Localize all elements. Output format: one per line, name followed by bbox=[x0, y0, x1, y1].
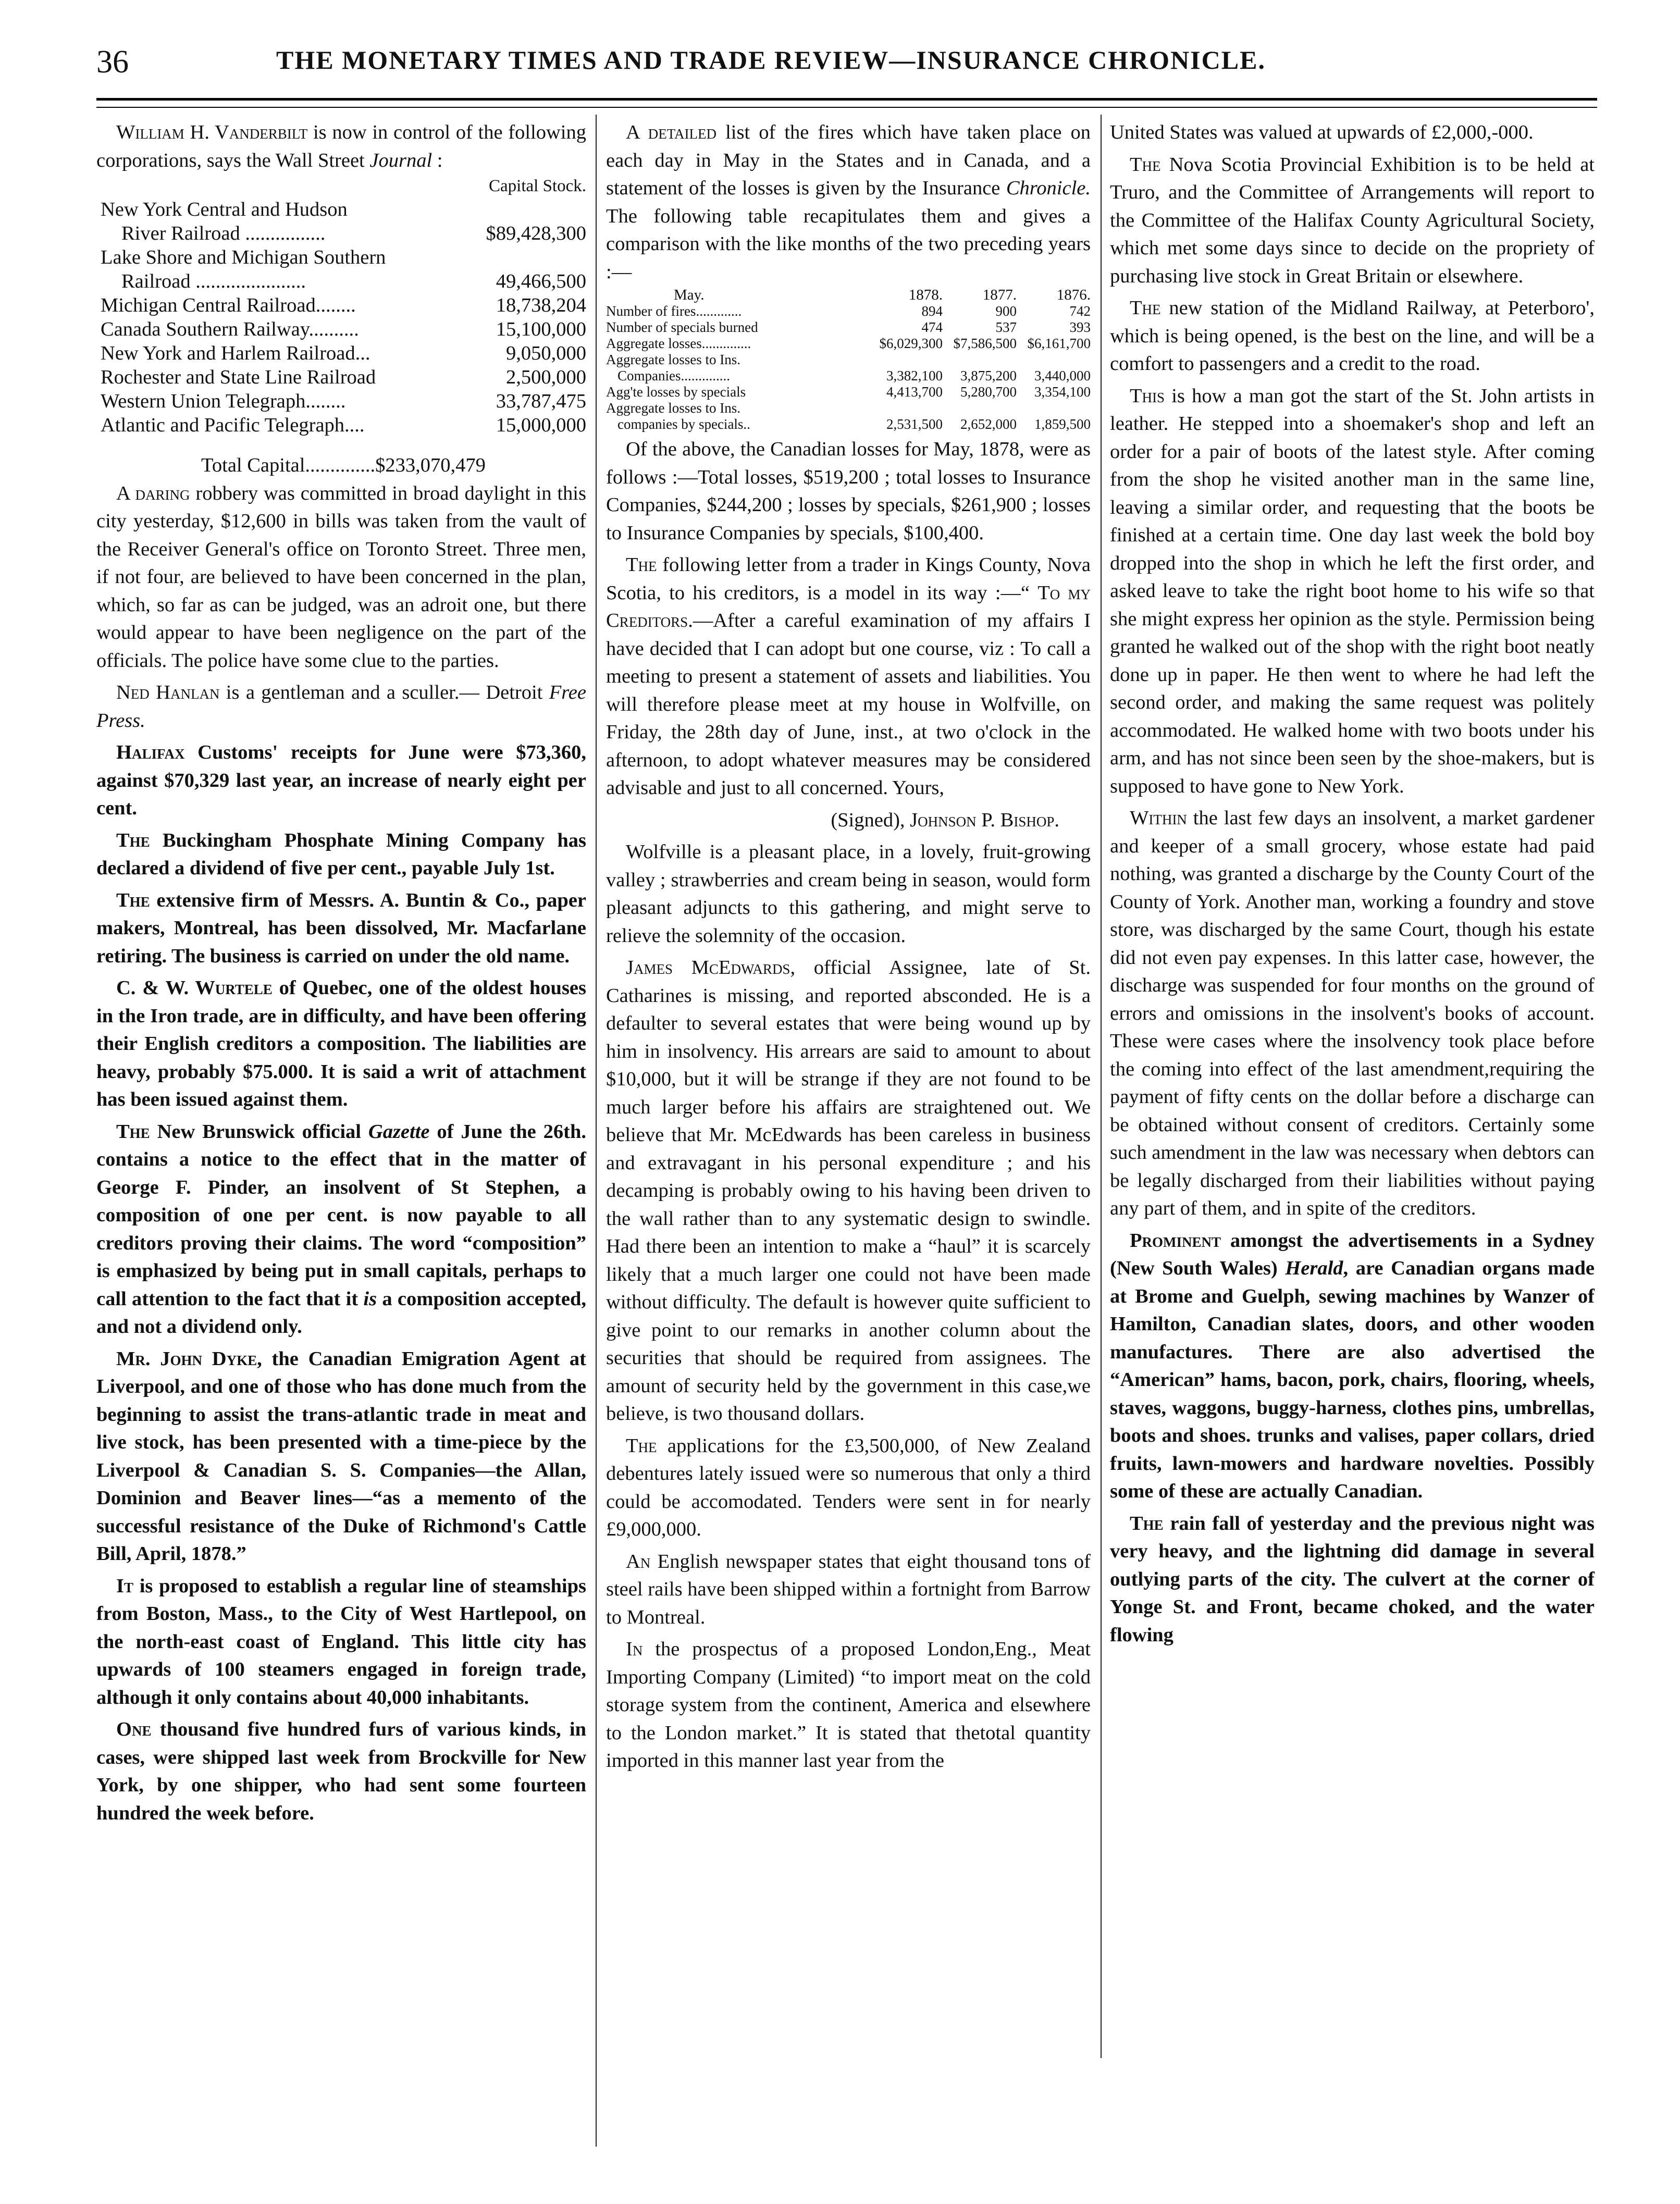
fire-table-rows bbox=[606, 303, 1091, 432]
fire-table-cell bbox=[869, 400, 943, 416]
railroad-name: Western Union Telegraph........ bbox=[101, 390, 346, 412]
railroad-row bbox=[101, 197, 586, 221]
railroad-name: Railroad ...................... bbox=[121, 270, 306, 292]
fire-table-row bbox=[606, 416, 1091, 432]
column-3 bbox=[1110, 119, 1595, 1649]
fire-table-cell: 3,440,000 bbox=[1034, 368, 1091, 383]
fire-table-row bbox=[606, 400, 1091, 416]
article-halifax: Halifax Customs' receipts for June were $73,360, against $70,329 last year, an increase of nearly eight per cent. bbox=[96, 741, 586, 819]
railroad-capital-value: $89,428,300 bbox=[486, 222, 586, 244]
article-midland: The new station of the Midland Railway, at Peterboro', which is being opened, is the best on the line, and will be a comfort to passengers and a credit to the road. bbox=[1110, 297, 1595, 375]
article-wolfville: Wolfville is a pleasant place, in a lovely, fruit-growing valley ; strawberries and cream being in season, would form pleasant adjuncts to this gathering, and might serve to relieve the solemnity of the occasion. bbox=[606, 841, 1091, 947]
fire-table-row-label: Aggregate losses to Ins. bbox=[606, 400, 740, 416]
railroad-capital-value: 18,738,204 bbox=[496, 294, 586, 316]
fire-table-row-label: Aggregate losses.............. bbox=[606, 336, 751, 351]
article-rain: The rain fall of yesterday and the previous night was very heavy, and the lightning did damage in several outlying parts of the city. The culvert at the corner of Yonge St. and Front, became choked, and the water flowing bbox=[1110, 1512, 1595, 1646]
fire-table-cell: 742 bbox=[1069, 303, 1091, 319]
article-gazette: The New Brunswick official Gazette of June the 26th. contains a notice to the effect that in the matter of George F. Pinder, an insolvent of St Stephen, a composition of one per cent. is now payable to all creditors proving their claims. The word “composition” is emphasized by being put in small capitals, perhaps to call attention to the fact that it is a composition accepted, and not a dividend only. bbox=[96, 1120, 586, 1338]
fire-table-cell: $7,586,500 bbox=[953, 336, 1017, 351]
fire-table-row-label: Number of specials burned bbox=[606, 319, 758, 335]
railroad-name: New York Central and Hudson bbox=[101, 199, 348, 220]
fire-table-cell bbox=[869, 352, 943, 368]
railroad-capital-value: 49,466,500 bbox=[496, 270, 586, 292]
article-wurtele: C. & W. Wurtele of Quebec, one of the oldest houses in the Iron trade, are in difficulty, and have been offering their English creditors a composition. The liabilities are heavy, probably $75.000. It is said a writ of attachment has been issued against them. bbox=[96, 977, 586, 1110]
article-steamships: It is proposed to establish a regular line of steamships from Boston, Mass., to the City of West Hartlepool, on the north-east coast of England. This little city has upwards of 100 steamers engaged in foreign trade, although it only contains about 40,000 inhabitants. bbox=[96, 1575, 586, 1708]
fire-table-row bbox=[606, 303, 1091, 319]
railroad-capital-value: 33,787,475 bbox=[496, 390, 586, 412]
railroad-name: Atlantic and Pacific Telegraph.... bbox=[101, 414, 365, 436]
fire-table-row-label: Number of fires............. bbox=[606, 303, 742, 319]
railroad-name: Michigan Central Railroad........ bbox=[101, 294, 356, 316]
running-head-title: THE MONETARY TIMES AND TRADE REVIEW—INSURANCE CHRONICLE. bbox=[276, 45, 1266, 75]
page-number: 36 bbox=[96, 44, 129, 80]
article-new-zealand: The applications for the £3,500,000, of New Zealand debentures lately issued were so numerous that only a third could be accomodated. Tenders were sent in for nearly £9,000,000. bbox=[606, 1434, 1091, 1540]
article-buckingham: The Buckingham Phosphate Mining Company has declared a dividend of five per cent., payable July 1st. bbox=[96, 829, 586, 879]
capital-stock-heading: Capital Stock. bbox=[489, 177, 586, 195]
header-rule-thick bbox=[96, 98, 1597, 101]
railroad-name: New York and Harlem Railroad... bbox=[101, 342, 370, 364]
fire-table-column-header: 1878. bbox=[908, 287, 943, 303]
fire-table-row bbox=[606, 352, 1091, 368]
fire-table-cell bbox=[943, 352, 1017, 368]
fire-table-row bbox=[606, 368, 1091, 384]
fire-table-row-label: Companies.............. bbox=[617, 368, 730, 383]
railroad-name: Canada Southern Railway.......... bbox=[101, 318, 359, 340]
railroad-row bbox=[101, 341, 586, 365]
article-robbery: A daring robbery was committed in broad daylight in this city yesterday, $12,600 in bills was taken from the vault of the Receiver General's office on Toronto Street. Three men, if not four, are believed to have been concerned in the plan, which, so far as can be judged, was an adroit one, but there would appear to have been negligence on the part of the officials. The police have some clue to the parties. bbox=[96, 482, 586, 672]
railroad-row bbox=[101, 293, 586, 317]
article-sydney: Prominent amongst the advertisements in a Sydney (New South Wales) Herald, are Canadian organs made at Brome and Guelph, sewing machines by Wanzer of Hamilton, Canadian slates, doors, and other wooden manufactures. There are also advertised the “American” hams, bacon, pork, chairs, flooring, wheels, staves, waggons, buggy-harness, clothes pins, umbrellas, boots and shoes. trunks and valises, paper collars, dried fruits, lawn-mowers and hardware novelties. Possibly some of these are actually Canadian. bbox=[1110, 1229, 1595, 1502]
fire-table-row-label: companies by specials.. bbox=[617, 416, 750, 432]
railroad-capital-value: 15,100,000 bbox=[496, 318, 586, 340]
fire-table-cell: 4,413,700 bbox=[886, 384, 943, 400]
article-boots: This is how a man got the start of the St. John artists in leather. He stepped into a shoemaker's shop and left an order for a pair of boots of the latest style. After coming from the shop he visited another man in the same line, leaving a similar order, and requesting that the boots be finished at a certain time. One day last week the bold boy dropped into the shop in which he left the first order, and asked leave to take the right boot home to his wife so that she might express her opinion as the style. Permission being granted he walked out of the shop with the right boot neatly done up in paper. He then went to where he had left the second order, and making the same request was politely accommodated. He walked home with two boots under his arm, and has not since been seen by the shoe-makers, but is supposed to have gone to New York. bbox=[1110, 385, 1595, 797]
article-letter: The following letter from a trader in Kings County, Nova Scotia, to his creditors, is a model in its way :—“ To my Creditors.—After a careful examination of my affairs I have decided that I can adopt but one course, viz : To call a meeting to present a statement of assets and liabilities. You will therefore please meet at my house in Wolfville, on Friday, the 28th day of June, inst., at two o'clock in the afternoon, to adopt whatever measures may be considered advisable and just to all concerned. Yours, bbox=[606, 554, 1091, 799]
fire-table-cell bbox=[1017, 352, 1091, 368]
fire-table-cell: 2,652,000 bbox=[960, 416, 1017, 432]
article-dyke: Mr. John Dyke, the Canadian Emigration Agent at Liverpool, and one of those who has done much from the beginning to assist the trans-atlantic trade in meat and live stock, has been presented with a time-piece by the Liverpool & Canadian S. S. Companies—the Allan, Dominion and Beaver lines—“as a memento of the successful resistance of the Duke of Richmond's Cattle Bill, April, 1878.” bbox=[96, 1347, 587, 1565]
railroad-row bbox=[101, 317, 586, 341]
fire-statistics-table bbox=[606, 287, 1091, 432]
article-canadian-losses: Of the above, the Canadian losses for May, 1878, were as follows :—Total losses, $519,200 ; total losses to Insurance Companies, $244,200 ; losses by specials, $261,900 ; losses to Insurance Companies by specials, $100,400. bbox=[606, 438, 1091, 544]
railroad-row bbox=[101, 221, 586, 245]
railroad-name: Lake Shore and Michigan Southern bbox=[101, 246, 386, 268]
fire-table-cell: 393 bbox=[1069, 319, 1091, 335]
article-hanlan: Ned Hanlan is a gentleman and a sculler.— Detroit Free Press. bbox=[96, 682, 586, 732]
fire-table-cell: 537 bbox=[995, 319, 1017, 335]
fire-table-column-header: May. bbox=[674, 287, 705, 303]
railroad-name: Rochester and State Line Railroad bbox=[101, 366, 376, 388]
column-1 bbox=[96, 119, 586, 1827]
fire-table-cell: 5,280,700 bbox=[960, 384, 1017, 400]
column-divider-2 bbox=[1101, 115, 1102, 2058]
fire-table-row-label: Agg'te losses by specials bbox=[606, 384, 746, 400]
article-steel-rails: An English newspaper states that eight thousand tons of steel rails have been shipped within a fortnight from Barrow to Montreal. bbox=[606, 1550, 1091, 1628]
railroad-capital-value: 2,500,000 bbox=[506, 366, 586, 388]
railroad-capital-value: 15,000,000 bbox=[496, 414, 586, 436]
railroad-rows bbox=[101, 197, 586, 437]
railroad-row bbox=[101, 413, 586, 437]
letter-signature: (Signed), Johnson P. Bishop. bbox=[831, 809, 1059, 831]
fire-table-row bbox=[606, 336, 1091, 352]
fire-table-header bbox=[606, 287, 1091, 303]
article-furs: One thousand five hundred furs of various kinds, in cases, were shipped last week from Brockville for New York, by one shipper, who had sent some fourteen hundred the week before. bbox=[96, 1718, 586, 1824]
fire-table-cell: $6,161,700 bbox=[1027, 336, 1091, 351]
railroad-row bbox=[101, 269, 586, 293]
article-fires: A detailed list of the fires which have taken place on each day in May in the States and in Canada, and a statement of the losses is given by the Insurance Chronicle. The following table recapitulates them and gives a comparison with the like months of the two preceding years :— bbox=[606, 121, 1091, 283]
article-vanderbilt: William H. Vanderbilt is now in control of the following corporations, says the Wall Street Journal : bbox=[96, 121, 586, 171]
railroad-row bbox=[101, 245, 586, 269]
article-insolvent: Within the last few days an insolvent, a market gardener and keeper of a small grocery, whose estate had paid nothing, was granted a discharge by the County Court of the County of York. Another man, working a foundry and stove store, was discharged by the same Court, though his estate did not even pay expenses. In this latter case, however, the discharge was suspended for four months on the ground of errors and omissions in the insolvent's books of account. These were cases where the insolvency took place before the coming into effect of the last amendment,requiring the payment of fifty cents on the dollar before a discharge can be obtained without consent of creditors. Certainly some such amendment in the law was necessary when debtors can be legally discharged from their liabilities without paying any part of them, and in spite of the creditors. bbox=[1110, 807, 1595, 1219]
fire-table-cell: 900 bbox=[995, 303, 1017, 319]
fire-table-cell bbox=[943, 400, 1017, 416]
railroad-name: River Railroad ................ bbox=[121, 222, 326, 244]
fire-table-cell: 894 bbox=[921, 303, 943, 319]
fire-table-cell: $6,029,300 bbox=[879, 336, 943, 351]
fire-table-row bbox=[606, 319, 1091, 336]
article-nova-scotia: The Nova Scotia Provincial Exhibition is to be held at Truro, and the Committee of Arrangements will report to the Committee of the Halifax County Agricultural Society, which met some days since to decide on the propriety of purchasing live stock in Great Britain or elsewhere. bbox=[1110, 153, 1595, 287]
column-divider-1 bbox=[596, 115, 597, 2147]
fire-table-cell: 3,875,200 bbox=[960, 368, 1017, 383]
column-2 bbox=[606, 119, 1091, 1775]
total-capital: Total Capital..............$233,070,479 bbox=[201, 454, 486, 476]
article-meat-continued: United States was valued at upwards of £2,000,-000. bbox=[1110, 121, 1534, 143]
article-mcedwards: James McEdwards, official Assignee, late of St. Catharines is missing, and reported absconded. He is a defaulter to several estates that were being wound up by him in insolvency. His arrears are said to amount to about $10,000, but it will be strange if they are not found to be much larger before his affairs are straightened out. We believe that Mr. McEdwards has been careless in business and extravagant in his personal expenditure ; and his decamping is probably owing to his having been driven to the wall rather than to any systematic design to swindle. Had there been an intention to make a “haul” it is scarcely likely that a much larger one could not have been made without difficulty. The default is however quite sufficient to give point to our remarks in another column about the securities that should be required from assignees. The amount of security held by the government in this case,we believe, is two thousand dollars. bbox=[606, 957, 1091, 1425]
fire-table-cell: 474 bbox=[921, 319, 943, 335]
fire-table-cell bbox=[1017, 400, 1091, 416]
header-rule-thin bbox=[96, 107, 1597, 108]
fire-table-row-label: Aggregate losses to Ins. bbox=[606, 352, 740, 367]
fire-table-column-header: 1877. bbox=[982, 287, 1017, 303]
fire-table-cell: 1,859,500 bbox=[1034, 416, 1091, 432]
article-buntin: The extensive firm of Messrs. A. Buntin & Co., paper makers, Montreal, has been dissolved, Mr. Macfarlane retiring. The business is carried on under the old name. bbox=[96, 889, 586, 967]
fire-table-column-header: 1876. bbox=[1056, 287, 1091, 303]
railroad-capital-value: 9,050,000 bbox=[506, 342, 586, 364]
fire-table-cell: 3,354,100 bbox=[1034, 384, 1091, 400]
fire-table-row bbox=[606, 384, 1091, 400]
railroad-row bbox=[101, 389, 586, 413]
railroad-row bbox=[101, 365, 586, 389]
fire-table-cell: 3,382,100 bbox=[886, 368, 943, 383]
fire-table-cell: 2,531,500 bbox=[886, 416, 943, 432]
article-meat-importing: In the prospectus of a proposed London,Eng., Meat Importing Company (Limited) “to import meat on the cold storage system from the continent, America and elsewhere to the London market.” It is stated that thetotal quantity imported in this manner last year from the bbox=[606, 1638, 1091, 1772]
railroad-capital-table bbox=[101, 175, 586, 480]
